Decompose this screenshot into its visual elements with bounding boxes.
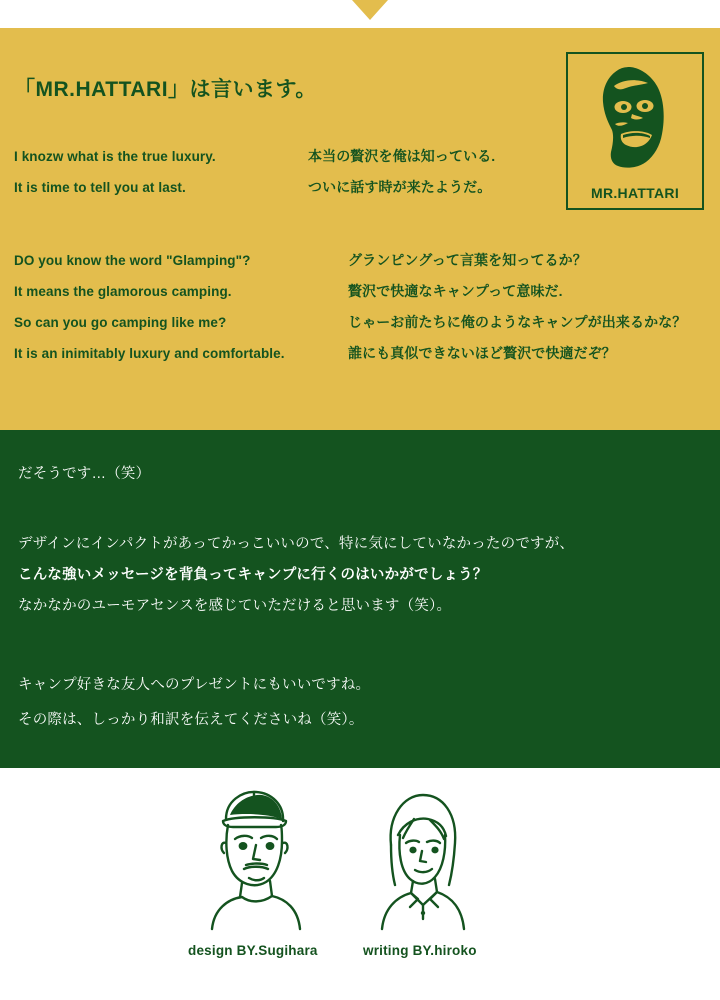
gold-message-panel xyxy=(0,28,720,430)
message-line xyxy=(14,250,714,270)
woman-portrait-icon xyxy=(358,783,486,933)
man-portrait-icon xyxy=(190,783,318,933)
message-line-en: It means the glamorous camping. xyxy=(14,284,232,299)
message-block-b xyxy=(14,250,714,374)
message-line xyxy=(14,146,714,166)
credit-writing: writing BY.hiroko xyxy=(363,943,477,958)
credits-panel xyxy=(0,768,720,1000)
top-strip xyxy=(0,0,720,28)
message-line-en: It is an inimitably luxury and comfortable. xyxy=(14,346,285,361)
message-line-en: It is time to tell you at last. xyxy=(14,180,186,195)
credit-design: design BY.Sugihara xyxy=(188,943,318,958)
brand-logo-caption: MR.HATTARI xyxy=(590,185,680,201)
commentary-line: こんな強いメッセージを背負ってキャンプに行くのはいかがでしょう？ xyxy=(18,567,488,583)
message-line xyxy=(14,177,714,197)
message-line xyxy=(14,281,714,301)
commentary-line: なかなかのユーモアセンスを感じていただけると思います（笑）。 xyxy=(18,598,452,614)
commentary-line: だそうです…（笑） xyxy=(18,466,151,482)
message-line xyxy=(14,343,714,363)
message-line-jp: 贅沢で快適なキャンプって意味だ. xyxy=(348,283,563,299)
commentary-line: デザインにインパクトがあってかっこいいので、特に気にしていなかったのですが、 xyxy=(18,536,575,552)
speech-notch-icon xyxy=(352,0,388,20)
message-line-en: So can you go camping like me? xyxy=(14,315,227,330)
message-line xyxy=(14,312,714,332)
commentary-line: その際は、しっかり和訳を伝えてくださいね（笑）。 xyxy=(18,712,364,728)
commentary-line: キャンプ好きな友人へのプレゼントにもいいですね。 xyxy=(18,677,371,693)
message-line-jp: グランピングって言葉を知ってるか？ xyxy=(348,252,587,268)
message-block-a xyxy=(14,146,714,208)
page-title: 「MR.HATTARI」は言います。 xyxy=(14,78,317,101)
message-line-jp: 本当の贅沢を俺は知っている. xyxy=(308,148,496,164)
message-line-en: DO you know the word "Glamping"? xyxy=(14,253,251,268)
message-line-jp: 誰にも真似できないほど贅沢で快適だぞ？ xyxy=(348,345,616,361)
message-line-jp: ついに話す時が来たようだ。 xyxy=(308,179,492,195)
message-line-jp: じゃーお前たちに俺のようなキャンプが出来るかな？ xyxy=(348,314,687,330)
green-commentary-panel xyxy=(0,430,720,768)
message-line-en: I knozw what is the true luxury. xyxy=(14,149,216,164)
